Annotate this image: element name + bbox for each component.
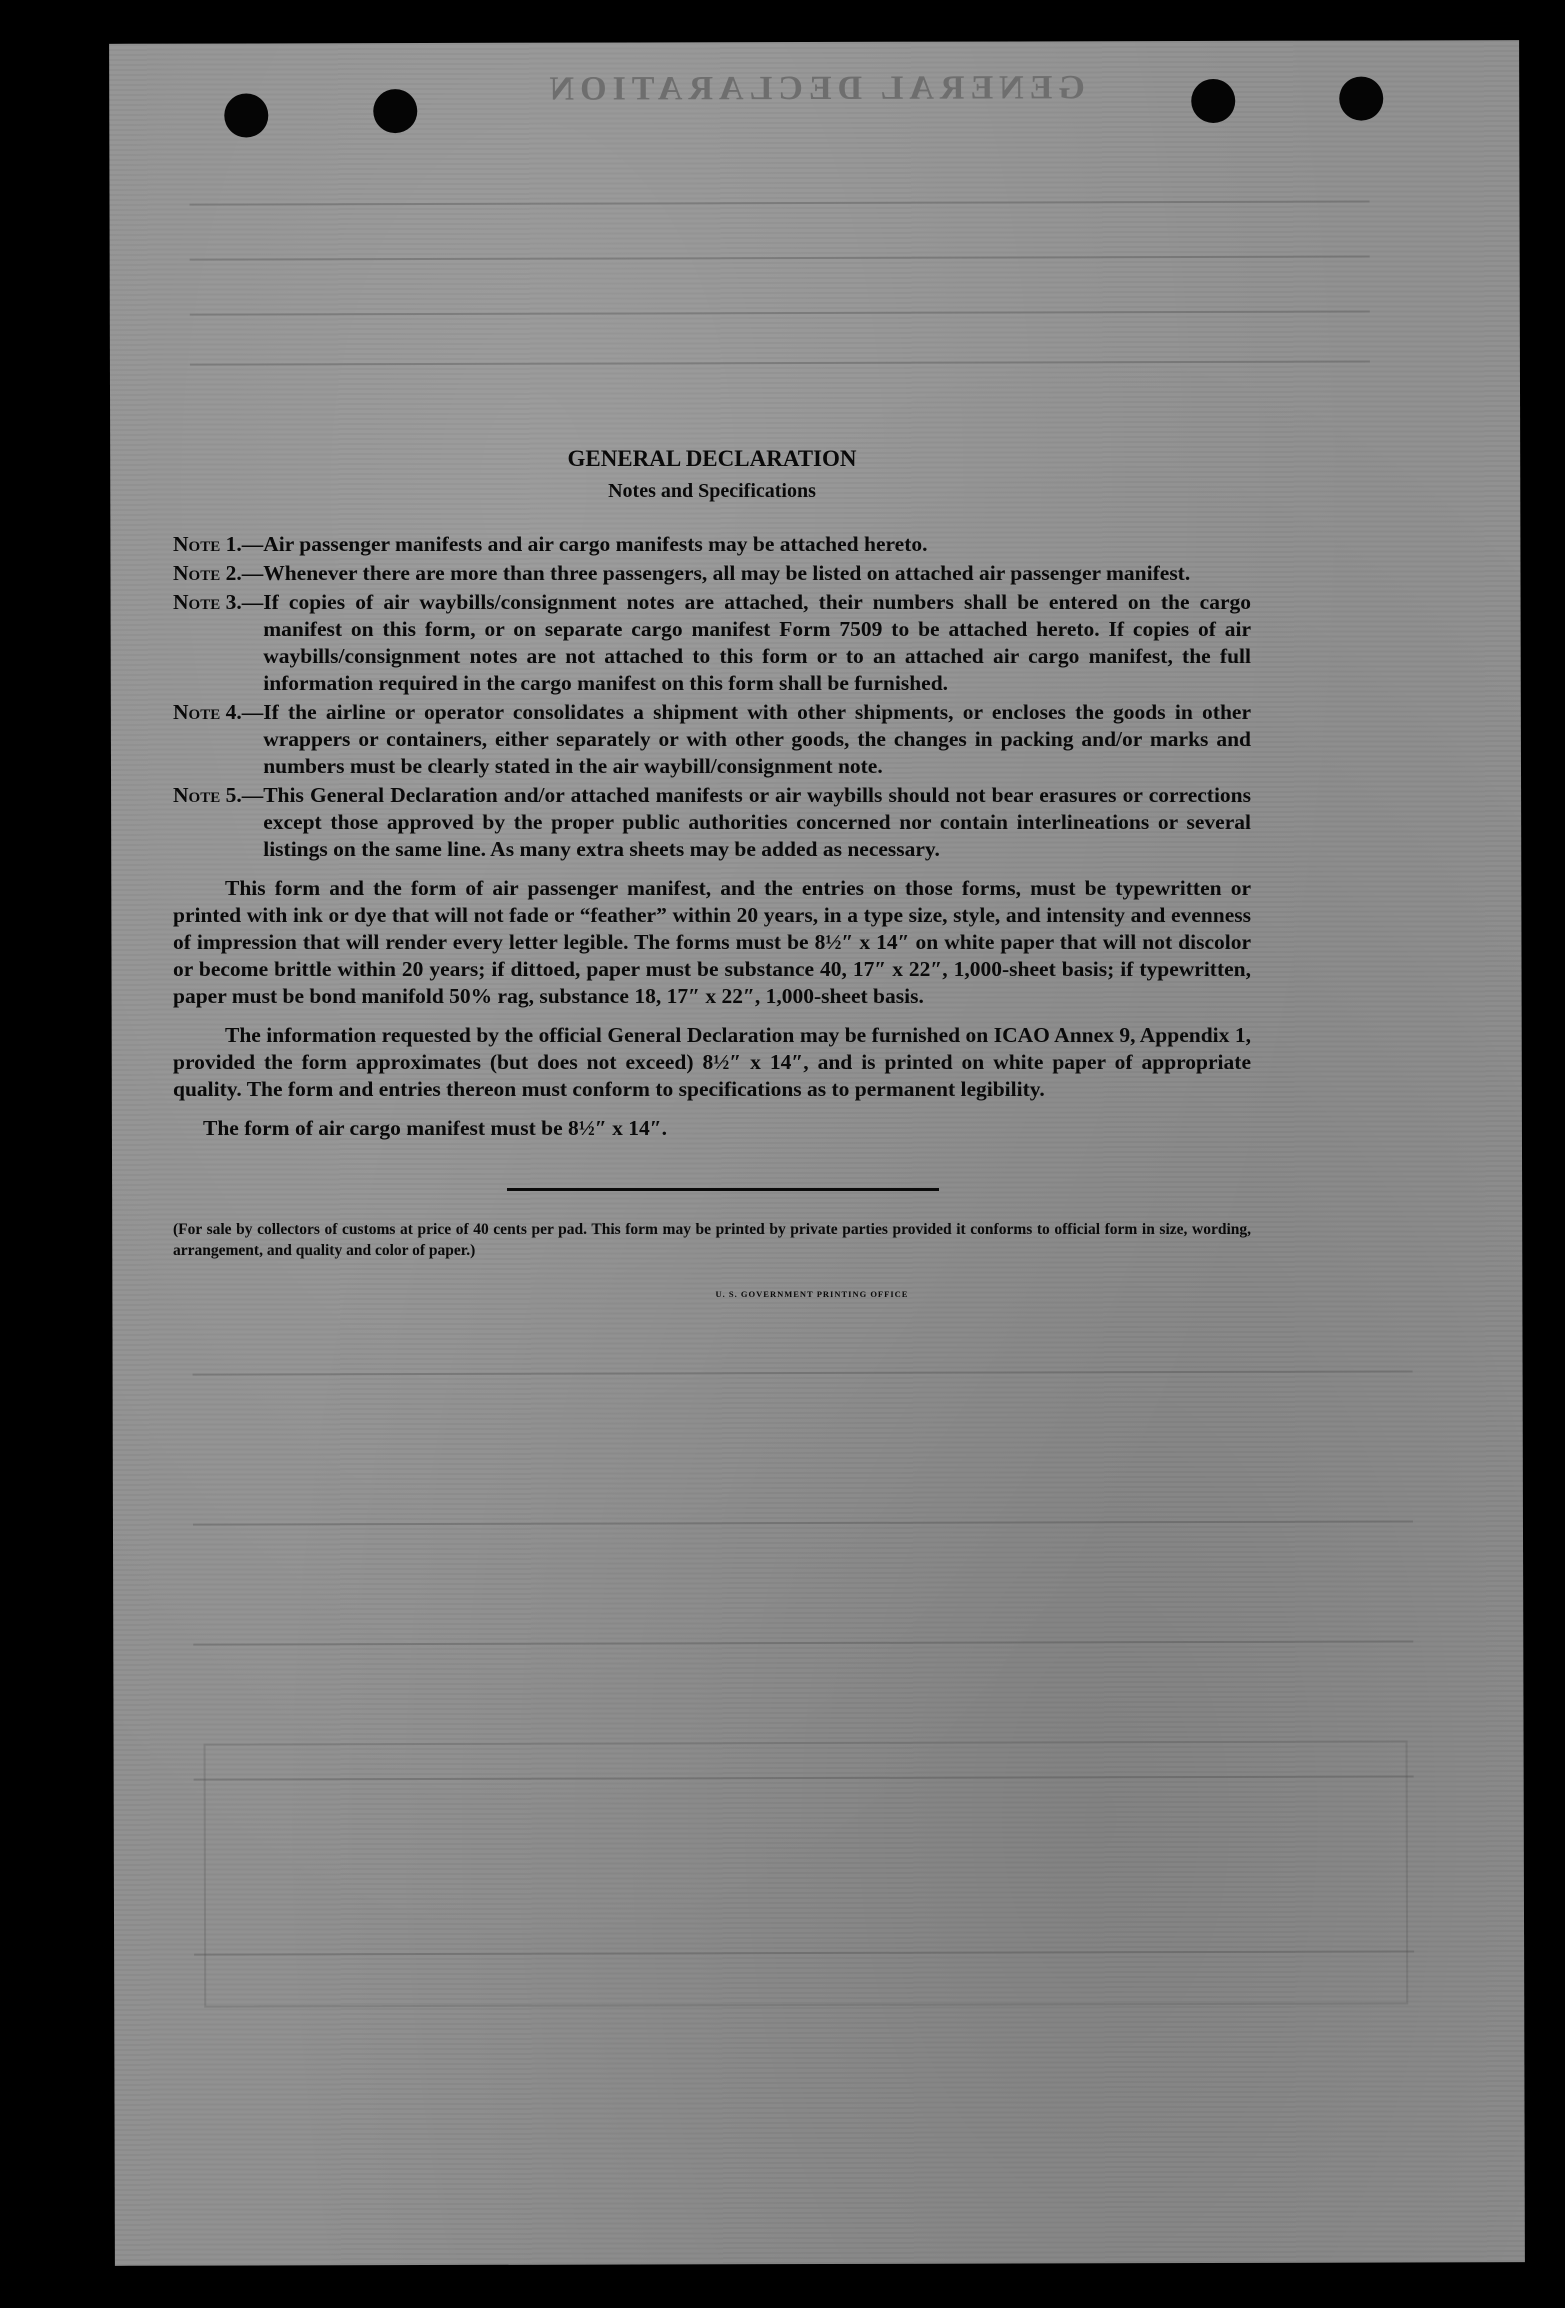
page-subtitle: Notes and Specifications [608,480,816,502]
bleed-through-line [190,256,1370,261]
page-title: GENERAL DECLARATION [567,446,857,471]
note-text: If copies of air waybills/consignment notes are attached, their numbers shall be entered on the cargo manifest on this form, or on separate cargo manifest Form 7509 to be attached hereto. If copies of air waybills/consignment notes are not attached to this form or to an attached air cargo manifest, the full information required in the cargo manifest on this form shall be furnished. [263,590,1251,695]
note-4 [173,699,1251,780]
bleed-through-line [190,361,1370,366]
bleed-through-line [193,1640,1413,1645]
bleed-through-title: GENERAL DECLARATION [543,69,1085,108]
note-label: Note 2.— [173,561,264,585]
note-label: Note 4.— [173,700,264,724]
note-text: Whenever there are more than three passengers, all may be listed on attached air passenger manifest. [263,561,1191,585]
notes-and-specifications [173,445,1251,1308]
paragraph: This form and the form of air passenger manifest, and the entries on those forms, must be typewritten or printed with ink or dye that will not fade or “feather” within 20 years, in a type size, style, and intensity and evenness of impression that will render every letter legible. The forms must be 8½″ x 14″ on white paper that will not discolor or become brittle within 20 years; if dittoed, paper must be substance 40, 17″ x 22″, 1,000-sheet basis; if typewritten, paper must be bond manifold 50% rag, substance 18, 17″ x 22″, 1,000-sheet basis. [173,876,1251,1008]
bleed-through-line [190,311,1370,316]
sale-notice: (For sale by collectors of customs at price of 40 cents per pad. This form may be printed by private parties provided it conforms to official form in size, wording, arrangement, and quality and color of paper.) [173,1221,1251,1259]
note-label: Note 3.— [173,590,264,614]
printing-office-imprint: U. S. GOVERNMENT PRINTING OFFICE [715,1289,909,1299]
bleed-through-line [193,1370,1413,1375]
note-1 [173,531,1251,558]
note-label: Note 5.— [173,783,264,807]
note-text: This General Declaration and/or attached manifests or air waybills should not bear erasures or corrections except those approved by the proper public authorities concerned nor contain interlineations or several listings on the same line. As many extra sheets may be added as necessary. [263,783,1251,861]
note-3 [173,589,1251,697]
bleed-through-line [193,1520,1413,1525]
note-label: Note 1.— [173,532,264,556]
note-2 [173,560,1251,587]
note-5 [173,782,1251,863]
note-text: Air passenger manifests and air cargo manifests may be attached hereto. [263,532,928,556]
bleed-through-line [190,201,1370,206]
bleed-through-table [204,1740,1409,2007]
divider-rule [507,1188,939,1191]
note-text: If the airline or operator consolidates a shipment with other shipments, or encloses the goods in other wrappers or containers, either separately or with other goods, the changes in packing and/or marks and numbers must be clearly stated in the air waybill/consignment note. [263,700,1251,778]
paragraph: The information requested by the official General Declaration may be furnished on ICAO Annex 9, Appendix 1, provided the form approximates (but does not exceed) 8½″ x 14″, and is printed on white paper of appropriate quality. The form and entries thereon must conform to specifications as to permanent legibility. [173,1023,1251,1101]
paragraph: The form of air cargo manifest must be 8½″ x 14″. [203,1116,668,1140]
